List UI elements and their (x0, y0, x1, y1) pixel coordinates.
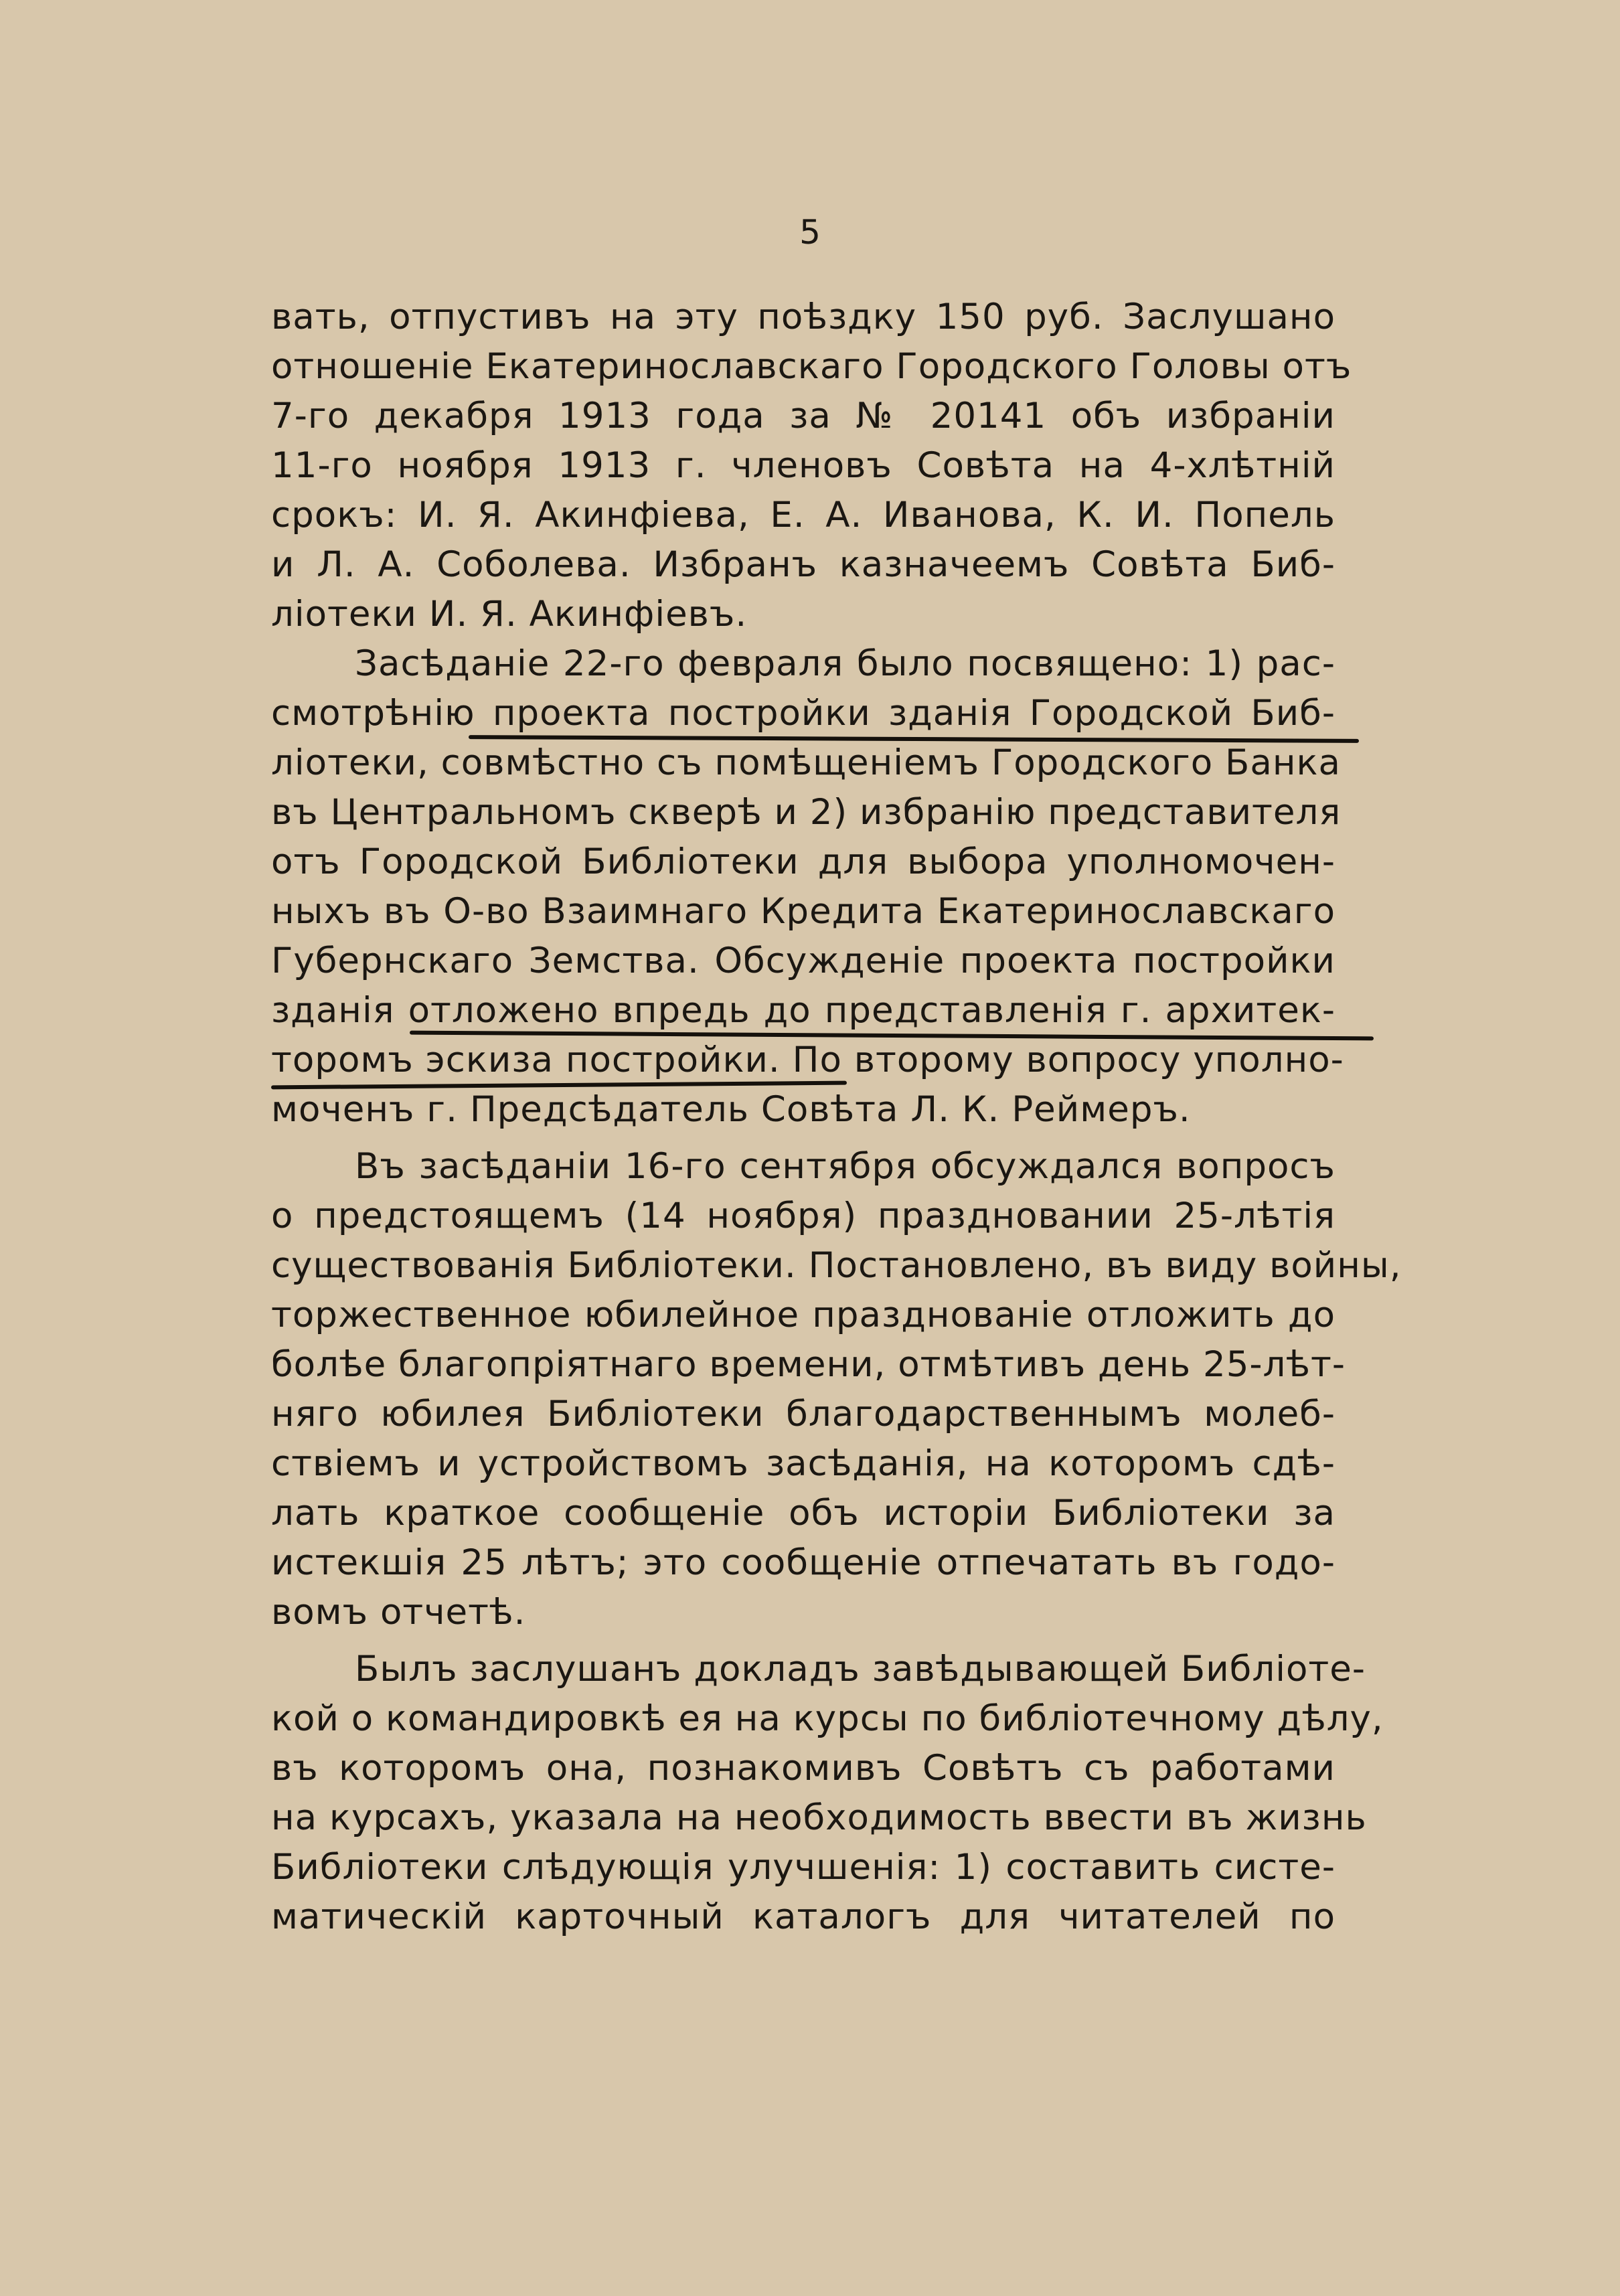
text-line: ліотеки И. Я. Акинфіевъ. (271, 594, 748, 635)
paragraph-first-line: Въ засѣданіи 16-го сентября обсуждался вопросъ (355, 1146, 1335, 1187)
text-line: зданія отложено впредь до представленія г. архитек- (271, 990, 1335, 1031)
text-line: ствіемъ и устройствомъ засѣданія, на которомъ сдѣ- (271, 1443, 1335, 1484)
text-line: торомъ эскиза постройки. По второму вопросу уполно- (271, 1040, 1344, 1080)
paragraph-first-line: Засѣданіе 22-го февраля было посвящено: 1) рас- (355, 643, 1335, 684)
text-line: кой о командировкѣ ея на курсы по библіотечному дѣлу, (271, 1698, 1384, 1739)
text-line: существованія Библіотеки. Постановлено, въ виду войны, (271, 1245, 1402, 1286)
text-line: торжественное юбилейное празднованіе отложить до (271, 1295, 1335, 1335)
text-line: лать краткое сообщеніе объ исторіи Библіотеки за (271, 1493, 1335, 1534)
text-line: ныхъ въ О-во Взаимнаго Кредита Екатеринославскаго (271, 891, 1335, 932)
text-line: въ которомъ она, познакомивъ Совѣтъ съ работами (271, 1748, 1335, 1789)
paragraph-first-line: Былъ заслушанъ докладъ завѣдывающей Библіоте- (355, 1649, 1366, 1690)
text-line: 11-го ноября 1913 г. членовъ Совѣта на 4-хлѣтній (271, 445, 1335, 486)
text-line: отношеніе Екатеринославскаго Городского Головы отъ (271, 346, 1352, 387)
text-line: въ Центральномъ скверѣ и 2) избранію представителя (271, 792, 1342, 833)
text-line: ліотеки, совмѣстно съ помѣщеніемъ Городского Банка (271, 742, 1342, 783)
text-line: истекшія 25 лѣтъ; это сообщеніе отпечатать въ годо- (271, 1542, 1335, 1583)
text-line: Библіотеки слѣдующія улучшенія: 1) составить систе- (271, 1847, 1335, 1888)
text-line: на курсахъ, указала на необходимость ввести въ жизнь (271, 1797, 1367, 1838)
text-line: и Л. А. Соболева. Избранъ казначеемъ Совѣта Биб- (271, 544, 1335, 585)
text-line: смотрѣнію проекта постройки зданія Городской Биб- (271, 693, 1335, 734)
text-line: моченъ г. Предсѣдатель Совѣта Л. К. Реймеръ. (271, 1089, 1191, 1130)
text-line: вать, отпустивъ на эту поѣздку 150 руб. Заслушано (271, 297, 1335, 337)
text-line: болѣе благопріятнаго времени, отмѣтивъ день 25-лѣт- (271, 1344, 1346, 1385)
text-line: няго юбилея Библіотеки благодарственнымъ молеб- (271, 1394, 1335, 1434)
text-line: о предстоящемъ (14 ноября) праздновании 25-лѣтія (271, 1196, 1335, 1236)
text-line: вомъ отчетѣ. (271, 1592, 526, 1633)
text-line: отъ Городской Библіотеки для выбора уполномочен- (271, 841, 1335, 882)
text-line: срокъ: И. Я. Акинфіева, Е. А. Иванова, К. И. Попель (271, 495, 1335, 536)
text-line: 7-го декабря 1913 года за № 20141 объ избраніи (271, 396, 1335, 436)
page-number: 5 (799, 213, 821, 252)
text-line: матическій карточный каталогъ для читателей по (271, 1896, 1335, 1937)
text-line: Губернскаго Земства. Обсужденіе проекта постройки (271, 940, 1335, 981)
